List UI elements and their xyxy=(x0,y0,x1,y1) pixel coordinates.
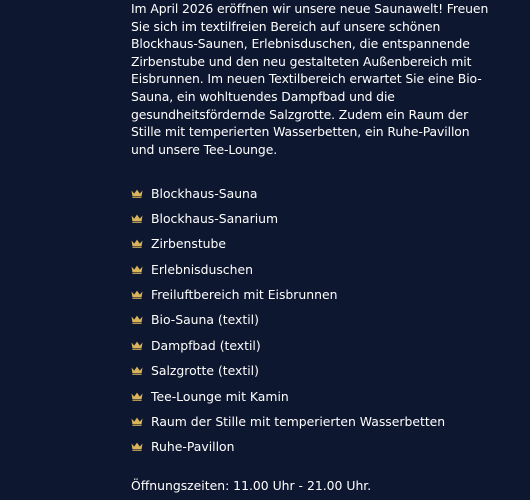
feature-label: Bio-Sauna (textil) xyxy=(151,312,259,328)
feature-list xyxy=(131,180,491,459)
crown-icon xyxy=(131,366,143,375)
feature-label: Ruhe-Pavillon xyxy=(151,439,235,455)
intro-paragraph: Im April 2026 eröffnen wir unsere neue Saunawelt! Freuen Sie sich im textilfreien Bereich auf unsere schönen Blockhaus-Saunen, Erlebnisduschen, die entspannende Zirbenstube und den neu gestalteten Außenbereich mit Eisbrunnen. Im neuen Textilbereich erwartet Sie eine Bio-Sauna, ein wohltuendes Dampfbad und die gesundheitsfördernde Salzgrotte. Zudem ein Raum der Stille mit temperierten Wasserbetten, ein Ruhe-Pavillon und unsere Tee-Lounge. xyxy=(131,1,489,157)
feature-label: Zirbenstube xyxy=(151,236,227,252)
crown-icon xyxy=(131,214,143,223)
feature-label: Freiluftbereich mit Eisbrunnen xyxy=(151,287,338,303)
feature-label: Blockhaus-Sanarium xyxy=(151,210,279,226)
crown-icon xyxy=(131,189,143,198)
opening-hours: Öffnungszeiten: 11.00 Uhr - 21.00 Uhr. xyxy=(131,477,372,493)
list-item xyxy=(131,231,491,256)
feature-label: Tee-Lounge mit Kamin xyxy=(151,388,289,404)
crown-icon xyxy=(131,341,143,350)
feature-label: Erlebnisduschen xyxy=(151,261,253,277)
list-item xyxy=(131,206,491,231)
crown-icon xyxy=(131,265,143,274)
list-item xyxy=(131,257,491,282)
crown-icon xyxy=(131,290,143,299)
list-item xyxy=(131,383,491,408)
crown-icon xyxy=(131,239,143,248)
list-item xyxy=(131,307,491,332)
crown-icon xyxy=(131,392,143,401)
feature-label: Raum der Stille mit temperierten Wasserbetten xyxy=(151,414,446,430)
crown-icon xyxy=(131,442,143,451)
crown-icon xyxy=(131,417,143,426)
list-item xyxy=(131,282,491,307)
feature-label: Salzgrotte (textil) xyxy=(151,363,259,379)
feature-label: Dampfbad (textil) xyxy=(151,337,261,353)
saunawelt-section xyxy=(131,0,491,494)
list-item xyxy=(131,333,491,358)
list-item xyxy=(131,434,491,459)
list-item xyxy=(131,358,491,383)
list-item xyxy=(131,180,491,205)
crown-icon xyxy=(131,315,143,324)
feature-label: Blockhaus-Sauna xyxy=(151,185,258,201)
list-item xyxy=(131,409,491,434)
